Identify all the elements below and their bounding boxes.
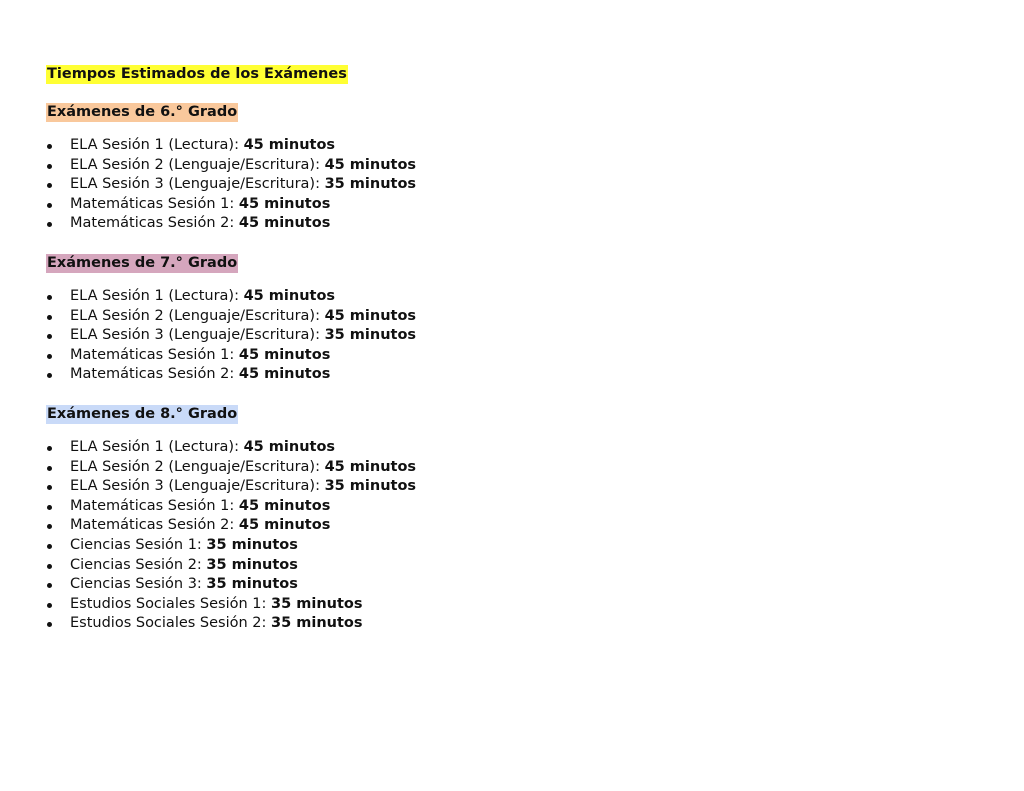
exam-session-label: ELA Sesión 2 (Lenguaje/Escritura): (70, 156, 325, 173)
section-heading: Exámenes de 8.° Grado (47, 405, 238, 422)
bullet-icon (47, 505, 52, 510)
exam-duration: 45 minutos (324, 307, 417, 324)
bullet-icon (47, 183, 52, 188)
list-item (46, 497, 946, 517)
exam-duration: 45 minutos (324, 156, 417, 173)
exam-session-label: Matemáticas Sesión 2: (70, 366, 239, 383)
exam-duration: 35 minutos (206, 576, 298, 593)
document-title: Tiempos Estimados de los Exámenes (47, 66, 347, 82)
exam-session-label: Ciencias Sesión 2: (70, 556, 207, 573)
section-grade-6 (46, 101, 946, 234)
exam-duration: 45 minutos (238, 215, 331, 232)
exam-session-label: Matemáticas Sesión 1: (70, 346, 239, 363)
bullet-icon (47, 544, 52, 549)
exam-session-label: ELA Sesión 1 (Lectura): (70, 287, 244, 304)
list-item (46, 307, 946, 327)
exam-duration: 45 minutos (243, 287, 336, 304)
exam-duration: 35 minutos (324, 478, 417, 495)
list-item (46, 536, 946, 556)
title-block (46, 63, 946, 83)
exam-session-label: ELA Sesión 1 (Lectura): (70, 137, 244, 153)
bullet-icon (47, 603, 52, 608)
list-item (46, 195, 946, 215)
exam-session-label: ELA Sesión 3 (Lenguaje/Escritura): (70, 176, 325, 193)
exam-duration: 35 minutos (206, 536, 298, 553)
exam-duration: 45 minutos (324, 458, 417, 475)
bullet-icon (47, 485, 52, 490)
exam-session-label: Matemáticas Sesión 2: (70, 215, 239, 232)
bullet-icon (47, 564, 52, 569)
list-item (46, 516, 946, 536)
list-item (46, 214, 946, 234)
exam-duration: 35 minutos (206, 556, 298, 573)
exam-duration: 45 minutos (238, 195, 331, 212)
exam-session-label: Ciencias Sesión 3: (70, 576, 207, 593)
bullet-icon (47, 203, 52, 208)
exam-session-label: ELA Sesión 2 (Lenguaje/Escritura): (70, 458, 325, 475)
bullet-icon (47, 583, 52, 588)
bullet-icon (47, 446, 52, 451)
exam-duration: 35 minutos (324, 176, 417, 193)
exam-session-label: Estudios Sociales Sesión 2: (70, 615, 272, 632)
section-grade-8 (46, 403, 946, 634)
exam-session-label: ELA Sesión 2 (Lenguaje/Escritura): (70, 307, 325, 324)
bullet-icon (47, 315, 52, 320)
exam-session-label: Matemáticas Sesión 1: (70, 195, 239, 212)
section-heading: Exámenes de 7.° Grado (47, 254, 238, 271)
exam-list (46, 438, 946, 634)
bullet-icon (47, 466, 52, 471)
exam-session-label: ELA Sesión 3 (Lenguaje/Escritura): (70, 327, 325, 344)
list-item (46, 595, 946, 615)
list-item (46, 175, 946, 195)
document-page (46, 63, 946, 652)
list-item (46, 326, 946, 346)
exam-list (46, 287, 946, 385)
list-item (46, 346, 946, 366)
bullet-icon (47, 373, 52, 378)
exam-duration: 45 minutos (243, 137, 336, 153)
exam-session-label: Ciencias Sesión 1: (70, 536, 207, 553)
section-heading: Exámenes de 6.° Grado (47, 104, 238, 120)
exam-session-label: ELA Sesión 1 (Lectura): (70, 438, 244, 455)
list-item (46, 438, 946, 458)
bullet-icon (47, 164, 52, 169)
exam-session-label: Matemáticas Sesión 1: (70, 497, 239, 514)
exam-session-label: ELA Sesión 3 (Lenguaje/Escritura): (70, 478, 325, 495)
list-item (46, 575, 946, 595)
bullet-icon (47, 622, 52, 627)
list-item (46, 287, 946, 307)
exam-duration: 35 minutos (271, 595, 363, 612)
bullet-icon (47, 222, 52, 227)
exam-session-label: Estudios Sociales Sesión 1: (70, 595, 272, 612)
exam-session-label: Matemáticas Sesión 2: (70, 517, 239, 534)
bullet-icon (47, 334, 52, 339)
exam-duration: 35 minutos (271, 615, 363, 632)
exam-duration: 45 minutos (238, 497, 331, 514)
bullet-icon (47, 354, 52, 359)
bullet-icon (47, 144, 52, 149)
list-item (46, 458, 946, 478)
exam-duration: 35 minutos (324, 327, 417, 344)
exam-duration: 45 minutos (238, 346, 331, 363)
bullet-icon (47, 295, 52, 300)
list-item (46, 156, 946, 176)
list-item (46, 136, 946, 156)
list-item (46, 477, 946, 497)
exam-duration: 45 minutos (238, 517, 331, 534)
bullet-icon (47, 524, 52, 529)
exam-duration: 45 minutos (243, 438, 336, 455)
exam-list (46, 136, 946, 234)
list-item (46, 556, 946, 576)
list-item (46, 365, 946, 385)
list-item (46, 614, 946, 634)
section-grade-7 (46, 252, 946, 385)
exam-duration: 45 minutos (238, 366, 331, 383)
